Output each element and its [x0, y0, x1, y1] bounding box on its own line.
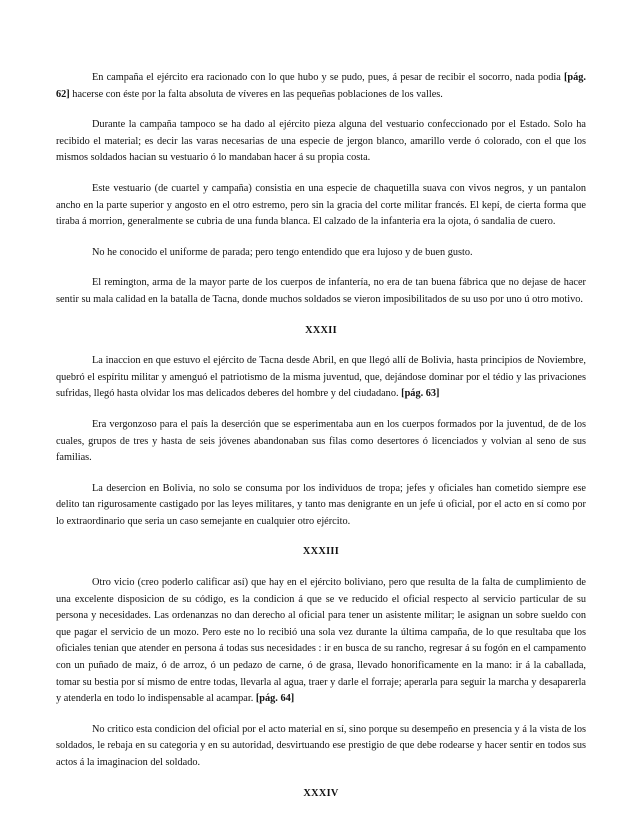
section-heading: XXXIII: [302, 546, 340, 558]
page-reference: [pág. 62]: [56, 72, 586, 100]
paragraph: [56, 575, 586, 708]
paragraph-text: Este vestuario (de cuartel y campaña) consistia en una especie de chaquetilla suava con vivos negros, y un pantalon ancho en la parte superior y angosto en el otro estremo, pero sin la gracia del corte militar francés. El kepí, de cierta forma que tiraba á morrion, generalmente se cubria de una funda blanca. El calzado de la infanteria era la ojota, ó sandalia de cuero.: [56, 182, 586, 228]
paragraph: [56, 417, 586, 467]
paragraph-text: Era vergonzoso para el país la deserción que se esperimentaba aun en los cuerpos formados por la juventud, de de los cuales, grupos de tres y hasta de seis jóvenes abandonaban sus filas como desertores ó licenciados y volvian al seno de sus familias.: [56, 418, 586, 464]
paragraph-text: No he conocido el uniforme de parada; pero tengo entendido que era lujoso y de buen gusto.: [92, 246, 473, 258]
paragraph-text: Otro vicio (creo poderlo calificar así) que hay en el ejército boliviano, pero que resulta de la falta de cumplimiento de una excelente disposicion de su código, es la condicion á que se ve reducido el oficial respecto al servicio particular de su persona y necesidades. Las ordenanzas no dan derecho al oficial para tener un asistente militar; le asignan un sobre sueldo con que pagar el servicio de un mozo. Pero este no lo recibió una sola vez durante la última campaña, de lo que resultaba que los oficiales tenian que atender en persona á todas sus necesidades : ir en busca de su rancho, regresar á su fogón en el campamento con un puñado de maiz, ó de arroz, ó un pedazo de carne, ó de grasa, llevado honorificamente en la mano: ir á la caballada, tomar su bestia por sí mismo de entre todas, llevarla al agua, traer y darle el forraje; aperarla para seguir la marcha y desaparerla y atenderla en todo lo indispensable al acampar.: [56, 577, 586, 705]
paragraph-text: En campaña el ejército era racionado con lo que hubo y se pudo, pues, á pesar de recibir el socorro, nada podia: [92, 72, 564, 83]
paragraph: [56, 275, 586, 308]
paragraph: [56, 181, 586, 231]
paragraph: [56, 481, 586, 531]
page-reference: [pág. 64]: [255, 693, 295, 705]
paragraph: [56, 117, 586, 167]
section-heading: XXXII: [305, 324, 337, 336]
paragraph-text: El remington, arma de la mayor parte de los cuerpos de infantería, no era de tan buena fábrica que no dejase de hacer sentir su mala calidad en la batalla de Tacna, donde muchos soldados se vieron imposibilitados de su uso por uno ú otro motivo.: [56, 277, 586, 305]
paragraph-text: La desercion en Bolivia, no solo se consuma por los individuos de tropa; jefes y oficiales han cometido siempre ese delito tan rigurosamente castigado por las leyes militares, y tanto mas denigrante en un jefe ú oficial, por el acto en sí como por lo extraordinario que seria un caso semejante en cualquier otro ejército.: [56, 482, 586, 527]
section-heading: XXXIV: [303, 787, 339, 799]
paragraph: [56, 722, 586, 772]
paragraph: [56, 70, 586, 103]
paragraph-text: hacerse con éste por la falta absoluta de víveres en las pequeñas poblaciones de los valles.: [69, 88, 443, 100]
paragraph: [56, 353, 586, 403]
paragraph-text: No critico esta condicion del oficial por el acto material en sí, sino porque su desempeño en presencia y á la vista de los soldados, le rebaja en su categoria y en su autoridad, desvirtuando ese prestigio de que debe rodearse y hacer sentir en todos sus actos á la imaginacion del soldado.: [56, 723, 586, 768]
paragraph-text: Durante la campaña tampoco se ha dado al ejército pieza alguna del vestuario confeccionado por el Estado. Solo ha recibido el material; es decir las varas necesarias de una especie de jergon blanco, amarillo verde ó colorado, con el que los mismos soldados hacian su vestuario ó lo mandaban hacer á su propia costa.: [56, 119, 586, 164]
paragraph: [56, 245, 586, 262]
paragraph-text: La inaccion en que estuvo el ejército de Tacna desde Abril, en que llegó allí de Bolivia, hasta principios de Noviembre, quebró el espíritu militar y amenguó el patriotismo de la misma juventud, que, dejándose dominar por el tédio y las privaciones sufridas, llegó hasta olvidar los mas delicados deberes del hombre y del ciudadano.: [56, 355, 586, 400]
page-reference: [pág. 63]: [401, 388, 440, 400]
